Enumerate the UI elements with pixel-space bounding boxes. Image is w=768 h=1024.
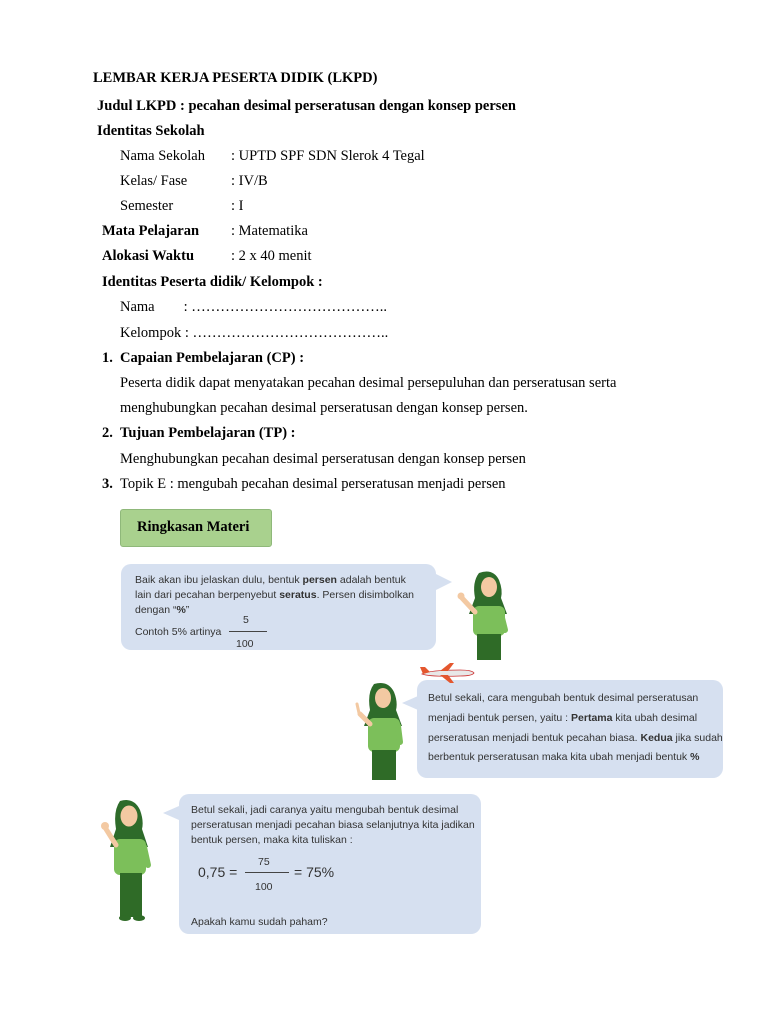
bubble3-tail — [163, 806, 179, 820]
bubble3-question: Apakah kamu sudah paham? — [191, 916, 328, 928]
tp-number: 2. — [102, 425, 113, 441]
identitas-peserta-heading: Identitas Peserta didik/ Kelompok : — [102, 274, 323, 290]
bubble1-line-1: Baik akan ibu jelaskan dulu, bentuk persen adalah bentuk — [135, 574, 406, 586]
bubble3-fraction-numerator: 75 — [258, 856, 270, 868]
airplane-icon — [420, 662, 476, 684]
ringkasan-materi-box — [120, 509, 272, 547]
topik-number: 3. — [102, 476, 113, 492]
bubble1-line-3: dengan “%” — [135, 604, 190, 616]
bubble1-fraction-bar — [229, 631, 267, 632]
semester-label: Semester — [120, 198, 174, 214]
identitas-sekolah-heading: Identitas Sekolah — [97, 123, 205, 139]
bubble2-line-2: menjadi bentuk persen, yaitu : Pertama kita ubah desimal — [428, 712, 698, 724]
bubble3-equation-lhs: 0,75 = — [198, 864, 238, 880]
bubble3-line-2: perseratusan menjadi pecahan biasa selanjutnya kita jadikan — [191, 819, 475, 831]
teacher-figure — [96, 797, 162, 923]
cp-number: 1. — [102, 350, 113, 366]
bubble3-line-1: Betul sekali, jadi caranya yaitu mengubah bentuk desimal — [191, 804, 459, 816]
bubble2-line-3: perseratusan menjadi bentuk pecahan biasa. Kedua jika sudah — [428, 732, 723, 744]
cp-text-line-1: Peserta didik dapat menyatakan pecahan desimal persepuluhan dan perseratusan serta — [120, 375, 617, 391]
alokasi-value: : 2 x 40 menit — [231, 248, 312, 264]
kelas-label: Kelas/ Fase — [120, 173, 188, 189]
bubble1-line-2: lain dari pecahan berpenyebut seratus. Persen disimbolkan — [135, 589, 415, 601]
bubble3-line-3: bentuk persen, maka kita tuliskan : — [191, 834, 353, 846]
bubble1-contoh: Contoh 5% artinya — [135, 626, 222, 638]
speech-bubble-2 — [417, 680, 723, 778]
teacher-figure — [455, 568, 519, 660]
nama-sekolah-label: Nama Sekolah — [120, 148, 205, 164]
teacher-figure — [352, 680, 412, 780]
mapel-label: Mata Pelajaran — [102, 223, 200, 239]
bubble2-line-1: Betul sekali, cara mengubah bentuk desimal perseratusan — [428, 692, 699, 704]
bubble1-fraction-numerator: 5 — [243, 614, 249, 626]
nama-field-line: Nama : ………………………………….. — [120, 299, 388, 315]
semester-value: : I — [231, 198, 244, 214]
speech-bubble-1 — [121, 564, 436, 650]
kelas-value: : IV/B — [231, 173, 268, 189]
tp-text: Menghubungkan pecahan desimal perseratusan dengan konsep persen — [120, 451, 526, 467]
kelompok-field-line: Kelompok : ………………………………….. — [120, 325, 389, 341]
topik-text: Topik E : mengubah pecahan desimal perseratusan menjadi persen — [120, 476, 506, 492]
bubble3-fraction-bar — [245, 872, 289, 873]
ringkasan-materi-label: Ringkasan Materi — [137, 519, 250, 535]
bubble3-fraction-denominator: 100 — [255, 881, 273, 893]
mapel-value: : Matematika — [231, 223, 308, 239]
bubble2-line-4: berbentuk perseratusan maka kita ubah menjadi bentuk % — [428, 751, 700, 763]
doc-title: LEMBAR KERJA PESERTA DIDIK (LKPD) — [93, 70, 378, 86]
tp-title: Tujuan Pembelajaran (TP) : — [120, 425, 296, 441]
bubble1-tail — [436, 574, 452, 590]
bubble1-fraction-denominator: 100 — [236, 638, 254, 650]
bubble3-equation-rhs: = 75% — [294, 864, 335, 880]
cp-text-line-2: menghubungkan pecahan desimal perseratusan dengan konsep persen. — [120, 400, 528, 416]
speech-bubble-3 — [179, 794, 481, 934]
nama-sekolah-value: : UPTD SPF SDN Slerok 4 Tegal — [231, 148, 425, 164]
alokasi-label: Alokasi Waktu — [102, 248, 195, 264]
judul-lkpd: Judul LKPD : pecahan desimal perseratusan dengan konsep persen — [97, 98, 516, 114]
cp-title: Capaian Pembelajaran (CP) : — [120, 350, 305, 366]
